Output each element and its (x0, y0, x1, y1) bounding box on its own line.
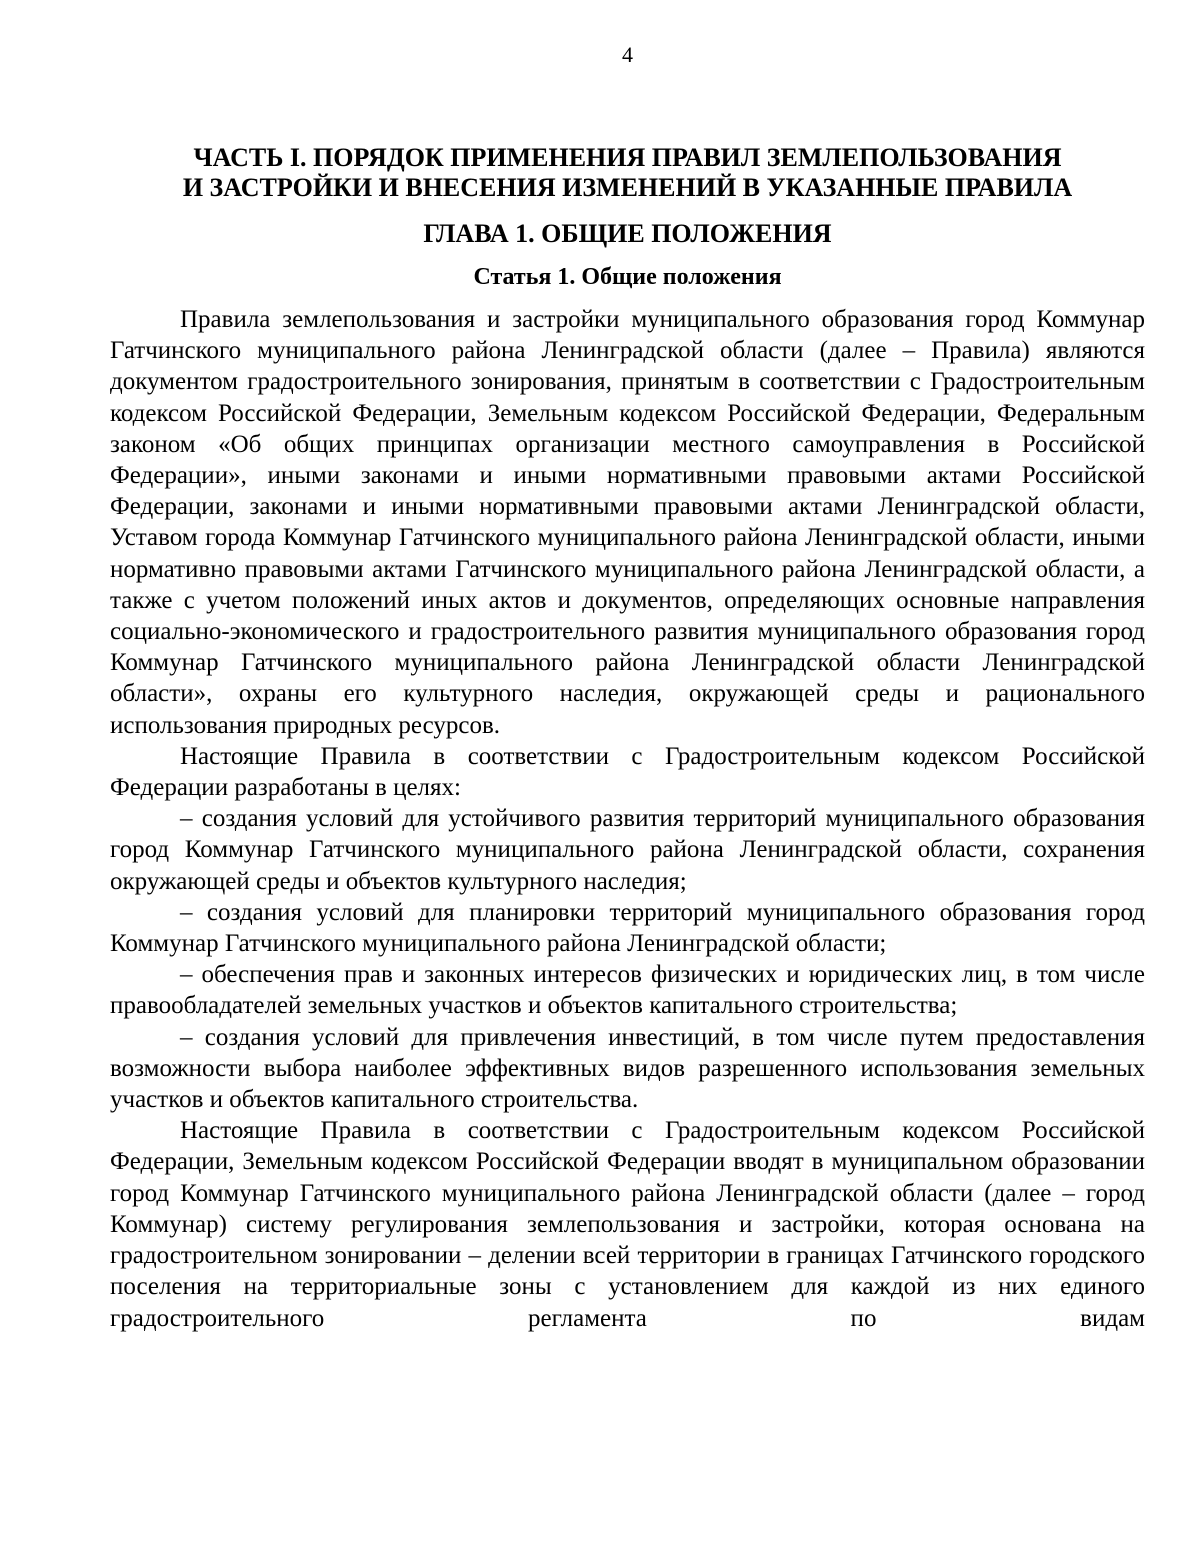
list-item-rights-protection: – обеспечения прав и законных интересов физических и юридических лиц, в том числе правообладателей земельных участков и объектов капитального строительства; (110, 961, 1145, 1020)
article-title: Статья 1. Общие положения (473, 264, 782, 290)
paragraph-zoning-system: Настоящие Правила в соответствии с Градостроительным кодексом Российской Федерации, Земельным кодексом Российской Федерации вводят в муниципальном образовании город Коммунар Гатчинского муниципального района Ленинградской области (далее – город Коммунар) систему регулирования землепользования и застройки, которая основана на градостроительном зонировании – делении всей территории в границах Гатчинского городского поселения на территориальные зоны с установлением для каждой из них единого градостроительного регламента по видам (110, 1117, 1145, 1332)
part-title-line-2: И ЗАСТРОЙКИ И ВНЕСЕНИЯ ИЗМЕНЕНИЙ В УКАЗАННЫЕ ПРАВИЛА (182, 173, 1073, 202)
list-item-territory-planning: – создания условий для планировки территорий муниципального образования город Коммунар Гатчинского муниципального района Ленинградской области; (110, 898, 1145, 958)
part-title-line-1: ЧАСТЬ I. ПОРЯДОК ПРИМЕНЕНИЯ ПРАВИЛ ЗЕМЛЕПОЛЬЗОВАНИЯ (193, 143, 1062, 172)
list-item-sustainable-development: – создания условий для устойчивого развития территорий муниципального образования город Коммунар Гатчинского муниципального района Ленинградской области, сохранения окружающей среды и объектов культурного наследия; (110, 805, 1145, 895)
paragraph-rules-definition: Правила землепользования и застройки муниципального образования город Коммунар Гатчинского муниципального района Ленинградской области (далее – Правила) являются документом градостроительного зонирования, принятым в соответствии с Градостроительным кодексом Российской Федерации, Земельным кодексом Российской Федерации, Федеральным законом «Об общих принципах организации местного самоуправления в Российской Федерации», иными законами и иными нормативными правовыми актами Российской Федерации, законами и иными нормативными правовыми актами Ленинградской области, Уставом города Коммунар Гатчинского муниципального района Ленинградской области, иными нормативно правовыми актами Гатчинского муниципального района Ленинградской области, а также с учетом положений иных актов и документов, определяющих основные направления социально-экономического и градостроительного развития муниципального образования город Коммунар Гатчинского муниципального района Ленинградской области Ленинградской области», охраны его культурного наследия, окружающей среды и рационального использования природных ресурсов. (110, 306, 1145, 739)
list-item-investment-conditions: – создания условий для привлечения инвестиций, в том числе путем предоставления возможности выбора наиболее эффективных видов разрешенного использования земельных участков и объектов капитального строительства. (110, 1023, 1145, 1114)
part-title (110, 143, 1145, 203)
chapter-title: ГЛАВА 1. ОБЩИЕ ПОЛОЖЕНИЯ (423, 219, 832, 248)
article-body (110, 304, 1145, 1334)
paragraph-purposes-intro: Настоящие Правила в соответствии с Градостроительным кодексом Российской Федерации разработаны в целях: (110, 742, 1145, 802)
page-number: 4 (622, 42, 633, 67)
